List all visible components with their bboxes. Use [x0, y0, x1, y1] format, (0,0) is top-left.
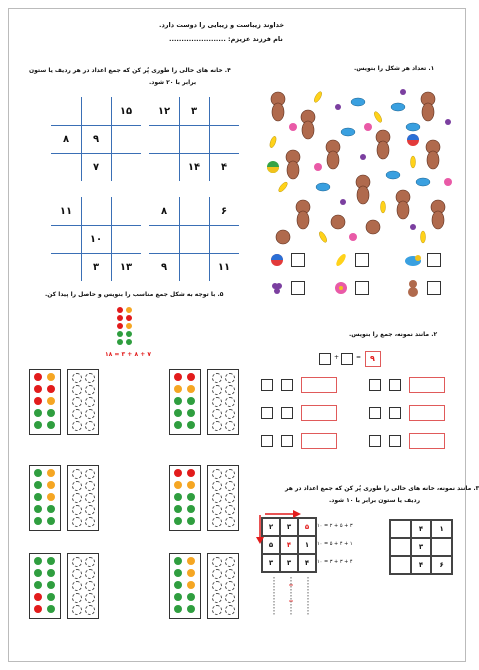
q5-example-frame	[105, 305, 147, 349]
counter-dot	[34, 385, 42, 393]
ten-frame	[29, 465, 61, 531]
counter-dot	[174, 409, 182, 417]
counter-dot	[72, 517, 82, 527]
count-box-flower[interactable]	[355, 281, 369, 295]
counter-dot	[187, 385, 195, 393]
counter-dot	[225, 469, 235, 479]
die	[281, 435, 293, 447]
counter-dot	[47, 517, 55, 525]
counter-dot	[174, 557, 182, 565]
answer-box[interactable]	[409, 433, 445, 449]
grid-cell: ۸	[62, 133, 70, 145]
sum-grid-3	[51, 197, 141, 281]
counter-dot	[174, 581, 182, 589]
grid-cell: ۸	[160, 205, 168, 217]
grid-cell[interactable]	[81, 97, 111, 125]
counter-dot	[225, 581, 235, 591]
grid-cell: ۱۱	[59, 205, 73, 217]
counter-dot	[72, 421, 82, 431]
grid-cell: ۵	[262, 536, 280, 554]
die	[281, 407, 293, 419]
example-sum: ۳ + ۵ + ۲ = ۱۰	[317, 523, 353, 529]
example-answer: ۹	[370, 354, 375, 363]
count-box-monkey[interactable]	[427, 281, 441, 295]
q3-example-sums	[315, 517, 363, 573]
q5-example-sum: ۷ + ۸ + ۳ = ۱۸	[105, 351, 151, 358]
counter-dot	[72, 569, 82, 579]
q3-text-line1: ۳. مانند نمونه، خانه های خالی را طوری پُر کن که جمع اعداد در هر	[285, 485, 479, 492]
grid-cell: ۲	[262, 518, 280, 536]
counter-dot	[187, 569, 195, 577]
die-example-b	[341, 353, 353, 365]
counter-dot	[47, 493, 55, 501]
grid-cell[interactable]	[149, 153, 179, 181]
banana-icon	[331, 253, 351, 267]
grid-line-vertical	[209, 197, 210, 281]
q3-example-grid	[261, 517, 317, 573]
q1-text: ۱. تعداد هر شکل را بنویس.	[354, 65, 435, 72]
counter-dot	[212, 505, 222, 515]
counter-dot	[212, 385, 222, 395]
die	[389, 435, 401, 447]
equals-sign: =	[356, 354, 362, 361]
grid-cell: ۳	[280, 518, 298, 536]
bird-icon	[403, 253, 423, 267]
counter-dot	[126, 331, 132, 337]
count-box-grapes[interactable]	[291, 281, 305, 295]
grid-cell[interactable]	[51, 253, 81, 281]
counter-dot	[85, 397, 95, 407]
grid-cell[interactable]	[209, 125, 239, 153]
grid-cell[interactable]	[149, 225, 179, 253]
counter-dot	[187, 593, 195, 601]
counter-dot	[47, 593, 55, 601]
ball-icon	[267, 253, 287, 267]
example-sum: ۱ + ۴ + ۵ = ۱۰	[317, 541, 353, 547]
grid-cell[interactable]	[51, 225, 81, 253]
ten-frame	[169, 553, 201, 619]
grid-cell: ۳	[262, 554, 280, 572]
counter-dot	[212, 569, 222, 579]
counter-dot	[117, 339, 123, 345]
grid-cell[interactable]	[179, 125, 209, 153]
counter-dot	[187, 481, 195, 489]
counting-picture	[263, 87, 453, 247]
counter-dot	[85, 373, 95, 383]
q5-text: ۵. با توجه به شکل جمع مناسب را بنویس و حاصل را پیدا کن.	[45, 291, 224, 298]
counter-dot	[72, 481, 82, 491]
grid-line-vertical	[179, 97, 180, 181]
grid-cell: ۴	[220, 161, 228, 173]
header-line2: نام فرزند عزیزم: .......................	[169, 35, 283, 43]
sum-grid-2	[149, 97, 239, 181]
counter-dot	[47, 469, 55, 477]
grid-cell[interactable]	[51, 153, 81, 181]
counter-dot	[212, 397, 222, 407]
counter-dot	[34, 557, 42, 565]
die	[261, 379, 273, 391]
counter-dot	[47, 409, 55, 417]
counter-dot	[85, 469, 95, 479]
counter-dot	[47, 385, 55, 393]
arrow-down-icon	[255, 515, 265, 545]
grid-line-vertical	[81, 197, 82, 281]
answer-box[interactable]	[301, 405, 337, 421]
die	[369, 407, 381, 419]
answer-box[interactable]	[301, 433, 337, 449]
counter-dot	[225, 397, 235, 407]
counter-dot	[225, 409, 235, 419]
counter-dot	[85, 557, 95, 567]
counter-dot	[187, 557, 195, 565]
grid-cell: ۴	[280, 536, 298, 554]
q4-text-line1: ۴. خانه های خالی را طوری پُر کن که جمع اعداد در هر ردیف یا ستون	[29, 67, 231, 74]
q4-text-line2: برابر با ۲۰ شود.	[149, 79, 197, 86]
counter-dot	[174, 373, 182, 381]
grid-cell: ۴	[411, 556, 432, 574]
counter-dot	[34, 593, 42, 601]
counter-dot	[47, 373, 55, 381]
grid-line-horizontal	[149, 253, 239, 254]
counter-dot	[174, 421, 182, 429]
counter-dot	[174, 469, 182, 477]
counter-dot	[34, 469, 42, 477]
counter-dot	[85, 421, 95, 431]
grid-cell: ۳	[190, 105, 198, 117]
q3-task-grid	[389, 519, 453, 575]
grid-cell: ۱۴	[187, 161, 201, 173]
grid-cell: ۱۱	[217, 261, 231, 273]
worksheet-page	[8, 8, 479, 662]
grid-cell: ۱۳	[119, 261, 133, 273]
grid-cell: ۳	[92, 261, 100, 273]
counter-dot	[34, 605, 42, 613]
counter-dot	[187, 469, 195, 477]
counter-dot	[47, 581, 55, 589]
counter-dot	[225, 557, 235, 567]
plus-sign: +	[334, 354, 340, 361]
counter-dot	[174, 505, 182, 513]
grid-line-vertical	[209, 97, 210, 181]
counter-dot	[187, 421, 195, 429]
counter-dot	[72, 505, 82, 515]
counter-dot	[212, 517, 222, 527]
counter-dot	[72, 397, 82, 407]
counter-dot	[187, 373, 195, 381]
counter-dot	[72, 605, 82, 615]
counter-dot	[85, 505, 95, 515]
counter-dot	[212, 409, 222, 419]
example-answer-box	[365, 351, 381, 367]
counter-dot	[174, 481, 182, 489]
grid-line-horizontal	[51, 225, 141, 226]
counter-dot	[117, 323, 123, 329]
counter-dot	[126, 323, 132, 329]
grid-cell: ۱	[298, 536, 316, 554]
grid-cell[interactable]	[111, 225, 141, 253]
grid-cell[interactable]	[179, 253, 209, 281]
counter-dot	[34, 569, 42, 577]
counter-dot	[174, 605, 182, 613]
counter-dot	[187, 397, 195, 405]
grid-line-vertical	[179, 197, 180, 281]
counter-dot	[225, 605, 235, 615]
answer-box[interactable]	[409, 405, 445, 421]
counter-dot	[174, 569, 182, 577]
sum-grid-1	[51, 97, 141, 181]
counter-dot	[117, 307, 123, 313]
counter-dot	[85, 569, 95, 579]
counter-dot	[212, 493, 222, 503]
arrow-right-icon	[263, 509, 303, 519]
counter-dot	[225, 569, 235, 579]
answer-box[interactable]	[409, 377, 445, 393]
ten-frame	[67, 369, 99, 435]
grid-line-horizontal	[149, 225, 239, 226]
grid-cell: ۹	[160, 261, 168, 273]
counter-dot	[34, 397, 42, 405]
counter-dot	[72, 493, 82, 503]
counter-dot	[34, 517, 42, 525]
counter-dot	[72, 409, 82, 419]
grid-cell: ۱	[431, 520, 452, 538]
counter-dot	[187, 517, 195, 525]
counter-dot	[34, 409, 42, 417]
grid-line-horizontal	[51, 153, 141, 154]
example-sum: ۴ + ۳ + ۳ = ۱۰	[317, 559, 353, 565]
counter-dot	[117, 315, 123, 321]
counter-dot	[225, 593, 235, 603]
counter-dot	[47, 421, 55, 429]
counter-dot	[72, 373, 82, 383]
grid-cell: ۴	[411, 520, 432, 538]
monkey-icon	[403, 279, 423, 297]
grid-cell: ۶	[431, 556, 452, 574]
counter-dot	[72, 581, 82, 591]
grid-cell: ۵	[298, 518, 316, 536]
counter-dot	[85, 581, 95, 591]
counter-dot	[47, 481, 55, 489]
counter-dot	[174, 517, 182, 525]
counter-dot	[225, 493, 235, 503]
ten-frame	[29, 369, 61, 435]
counter-dot	[212, 469, 222, 479]
grid-cell[interactable]	[149, 125, 179, 153]
ten-frame	[169, 465, 201, 531]
counter-dot	[174, 397, 182, 405]
ten-frame	[169, 369, 201, 435]
grid-cell[interactable]	[179, 225, 209, 253]
grapes-icon	[267, 281, 287, 295]
grid-cell[interactable]	[179, 197, 209, 225]
counter-dot	[85, 517, 95, 527]
grid-line-vertical	[111, 197, 112, 281]
grid-line-horizontal	[51, 253, 141, 254]
grid-line-horizontal	[149, 125, 239, 126]
counter-dot	[225, 421, 235, 431]
ten-frame	[207, 369, 239, 435]
grid-line-horizontal	[149, 153, 239, 154]
counter-dot	[47, 605, 55, 613]
counter-dot	[225, 373, 235, 383]
counter-dot	[225, 517, 235, 527]
grid-cell: ۳	[280, 554, 298, 572]
grid-cell: ۶	[220, 205, 228, 217]
die	[389, 407, 401, 419]
vertical-sums-doodle	[265, 575, 317, 621]
grid-cell[interactable]	[111, 125, 141, 153]
grid-cell[interactable]	[111, 197, 141, 225]
flower-icon	[331, 281, 351, 295]
counter-dot	[225, 385, 235, 395]
counter-dot	[34, 421, 42, 429]
counter-dot	[174, 593, 182, 601]
grid-line-horizontal	[51, 125, 141, 126]
ten-frame	[67, 553, 99, 619]
counter-dot	[212, 605, 222, 615]
counter-dot	[72, 593, 82, 603]
counter-dot	[47, 505, 55, 513]
counter-dot	[72, 469, 82, 479]
counter-dot	[212, 581, 222, 591]
q2-text: ۲. مانند نمونه، جمع را بنویس.	[349, 331, 438, 338]
die	[261, 407, 273, 419]
counter-dot	[85, 593, 95, 603]
grid-cell: ۴	[298, 554, 316, 572]
grid-cell: ۳	[411, 538, 432, 556]
q3-text-line2: ردیف یا ستون برابر با ۱۰ شود.	[329, 497, 421, 504]
counter-dot	[174, 493, 182, 501]
grid-cell: ۱۲	[157, 105, 171, 117]
die-example-a	[319, 353, 331, 365]
grid-cell[interactable]	[51, 97, 81, 125]
counter-dot	[34, 581, 42, 589]
counter-dot	[212, 481, 222, 491]
counter-dot	[212, 421, 222, 431]
counter-dot	[225, 505, 235, 515]
count-box-ball[interactable]	[291, 253, 305, 267]
grid-cell: ۷	[92, 161, 100, 173]
die	[369, 435, 381, 447]
grid-cell[interactable]	[209, 225, 239, 253]
counter-dot	[34, 373, 42, 381]
counter-dot	[212, 373, 222, 383]
counter-dot	[72, 385, 82, 395]
counter-dot	[72, 557, 82, 567]
counter-dot	[225, 481, 235, 491]
counter-dot	[187, 605, 195, 613]
counter-dot	[47, 397, 55, 405]
grid-cell[interactable]	[390, 538, 411, 556]
grid-cell: ۹	[92, 133, 100, 145]
counter-dot	[174, 385, 182, 393]
grid-cell[interactable]	[111, 153, 141, 181]
counter-dot	[34, 481, 42, 489]
grid-cell[interactable]	[390, 520, 411, 538]
grid-cell: ۱۵	[119, 105, 133, 117]
counter-dot	[85, 385, 95, 395]
count-box-bird[interactable]	[427, 253, 441, 267]
header-line1: خداوند زیباست و زیبایی را دوست دارد.	[159, 21, 285, 29]
die	[261, 435, 273, 447]
counter-dot	[34, 493, 42, 501]
grid-cell[interactable]	[209, 97, 239, 125]
counter-dot	[187, 581, 195, 589]
counter-dot	[85, 605, 95, 615]
grid-cell: ۱۰	[89, 233, 103, 245]
grid-cell[interactable]	[431, 538, 452, 556]
counter-dot	[212, 557, 222, 567]
ten-frame	[207, 553, 239, 619]
ten-frame	[29, 553, 61, 619]
counter-dot	[47, 557, 55, 565]
grid-line-vertical	[81, 97, 82, 181]
counter-dot	[85, 481, 95, 491]
counter-dot	[85, 493, 95, 503]
counter-dot	[47, 569, 55, 577]
counter-dot	[126, 315, 132, 321]
ten-frame	[207, 465, 239, 531]
counter-dot	[126, 339, 132, 345]
counter-dot	[34, 505, 42, 513]
grid-cell[interactable]	[81, 197, 111, 225]
die	[281, 379, 293, 391]
counter-dot	[126, 307, 132, 313]
die	[369, 379, 381, 391]
grid-cell[interactable]	[390, 556, 411, 574]
counter-dot	[187, 409, 195, 417]
counter-dot	[85, 409, 95, 419]
counter-dot	[212, 593, 222, 603]
die	[389, 379, 401, 391]
ten-frame	[67, 465, 99, 531]
sum-grid-4	[149, 197, 239, 281]
grid-line-vertical	[111, 97, 112, 181]
counter-dot	[117, 331, 123, 337]
counter-dot	[187, 493, 195, 501]
counter-dot	[187, 505, 195, 513]
answer-box[interactable]	[301, 377, 337, 393]
count-box-banana[interactable]	[355, 253, 369, 267]
